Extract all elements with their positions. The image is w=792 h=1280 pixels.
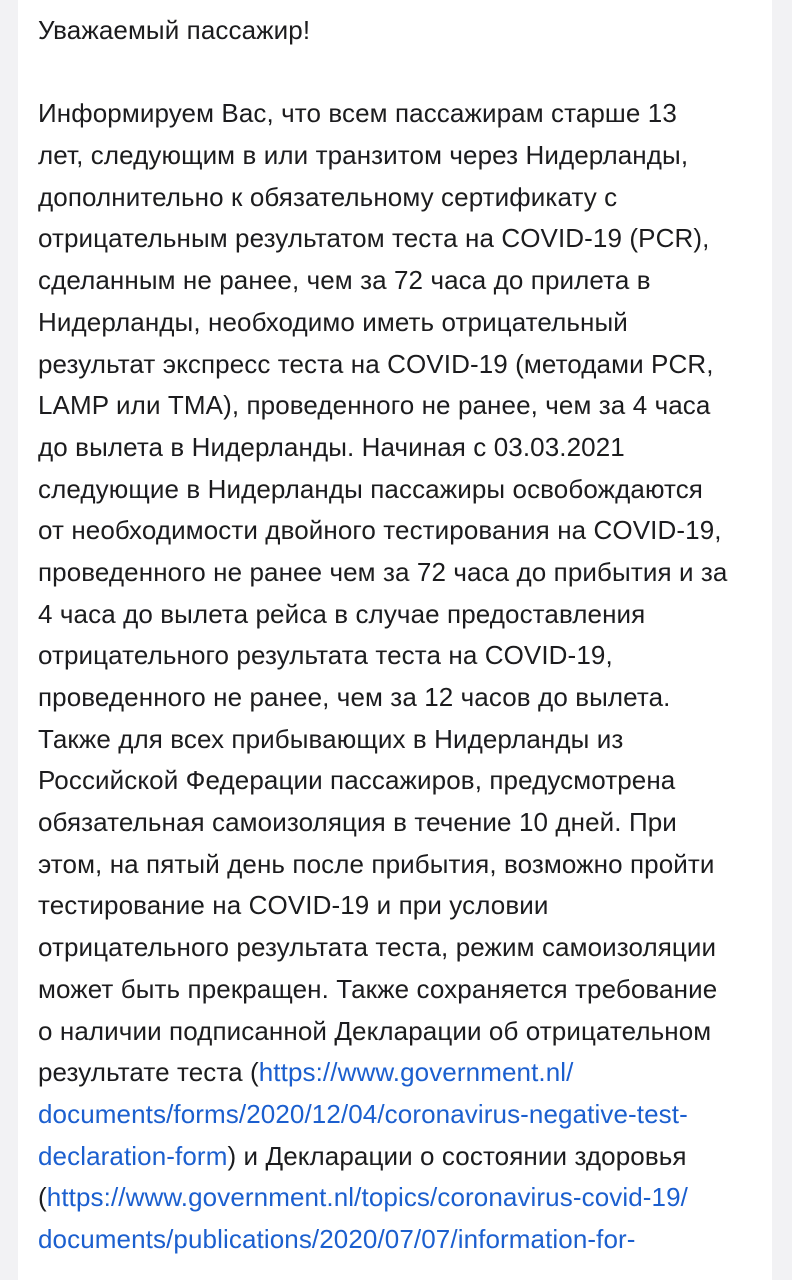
- body-line: может быть прекращен. Также сохраняется требование: [38, 973, 718, 1004]
- body-line: результат экспресс теста на COVID-19 (методами PCR,: [38, 348, 714, 379]
- body-line: этом, на пятый день после прибытия, возможно пройти: [38, 848, 715, 879]
- blank-line: [38, 52, 768, 94]
- body-line: до вылета в Нидерланды. Начиная с 03.03.2021: [38, 431, 625, 462]
- body-line: обязательная самоизоляция в течение 10 дней. При: [38, 807, 677, 838]
- body-line: отрицательного результата теста, режим самоизоляции: [38, 932, 717, 963]
- body-line: лет, следующим в или транзитом через Нидерланды,: [38, 140, 689, 171]
- body-text: результате теста (: [38, 1057, 259, 1088]
- body-line: следующие в Нидерланды пассажиры освобождаются: [38, 473, 703, 504]
- body-line: Также для всех прибывающих в Нидерланды из: [38, 723, 624, 754]
- greeting: Уважаемый пассажир!: [38, 15, 311, 45]
- body-line: Нидерланды, необходимо иметь отрицательный: [38, 306, 628, 337]
- body-line: 4 часа до вылета рейса в случае предоставления: [38, 598, 646, 629]
- health-declaration-link[interactable]: https://www.government.nl/topics/coronavirus-covid-19/: [46, 1182, 688, 1213]
- body-line: проведенного не ранее, чем за 12 часов до вылета.: [38, 682, 671, 712]
- body-line: проведенного не ранее чем за 72 часа до прибытия и за: [38, 556, 728, 587]
- body-line: Информируем Вас, что всем пассажирам старше 13: [38, 98, 677, 129]
- body-line-link: [38, 1094, 768, 1136]
- body-text: (: [38, 1182, 47, 1213]
- body-line-link: [38, 1219, 768, 1261]
- body-line: отрицательного результата теста на COVID-19,: [38, 640, 613, 671]
- body-line-with-link: [38, 1136, 768, 1178]
- body-line: о наличии подписанной Декларации об отрицательном: [38, 1015, 712, 1046]
- body-line: Российской Федерации пассажиров, предусмотрена: [38, 765, 676, 796]
- declaration-link-end[interactable]: declaration-form: [38, 1140, 228, 1171]
- body-line: тестирование на COVID-19 и при условии: [38, 890, 549, 921]
- health-declaration-link-continued[interactable]: documents/publications/2020/07/07/information-for-: [38, 1223, 636, 1254]
- body-line: сделанным не ранее, чем за 72 часа до прилета в: [38, 265, 651, 296]
- body-line: дополнительно к обязательному сертификату с: [38, 181, 618, 212]
- body-line: LAMP или TMA), проведенного не ранее, чем за 4 часа: [38, 390, 711, 421]
- declaration-link-continued[interactable]: documents/forms/2020/12/04/coronavirus-negative-test-: [38, 1098, 688, 1129]
- declaration-link[interactable]: https://www.government.nl/: [258, 1057, 574, 1088]
- body-line-with-link: [38, 1177, 768, 1219]
- message-body: [38, 10, 768, 1261]
- body-line: от необходимости двойного тестирования на COVID-19,: [38, 515, 722, 546]
- body-line: отрицательным результатом теста на COVID-19 (PCR),: [38, 223, 710, 254]
- body-line-with-link: [38, 1052, 768, 1094]
- body-text: ) и Декларации о состоянии здоровья: [227, 1140, 687, 1171]
